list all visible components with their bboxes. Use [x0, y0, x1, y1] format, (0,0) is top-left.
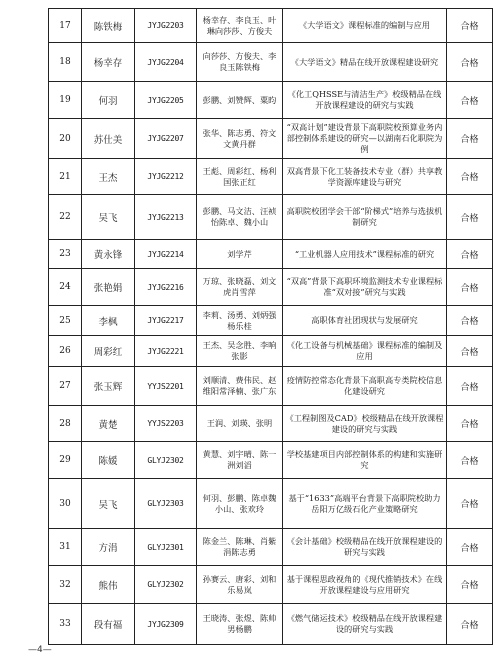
- result-status: 合格: [447, 195, 493, 240]
- project-code: GLYJ2303: [135, 479, 197, 529]
- team-members: 黄慧、刘宇晴、陈一洲刘滔: [197, 442, 283, 479]
- table-row: [49, 43, 493, 82]
- project-code: JYJG2221: [135, 336, 197, 367]
- project-title: 基于“1633”高端平台背景下高职院校助力岳阳万亿级石化产业策略研究: [283, 479, 447, 529]
- project-code: GLYJ2301: [135, 529, 197, 566]
- result-status: 合格: [447, 442, 493, 479]
- project-title: 《化工设备与机械基础》课程标准的编制及应用: [283, 336, 447, 367]
- result-status: 合格: [447, 479, 493, 529]
- row-number: 26: [49, 336, 82, 367]
- result-status: 合格: [447, 119, 493, 159]
- table-row: [49, 119, 493, 159]
- team-members: 王晓涛、张煜、陈帅男杨鹏: [197, 604, 283, 645]
- table-row: [49, 269, 493, 306]
- leader-name: 黄永锋: [82, 240, 135, 269]
- row-number: 20: [49, 119, 82, 159]
- result-status: 合格: [447, 240, 493, 269]
- team-members: 彭鹏、刘赞辉、粟昀: [197, 82, 283, 119]
- team-members: 王彪、周彩红、杨利国张正红: [197, 159, 283, 195]
- result-status: 合格: [447, 306, 493, 336]
- table-row: [49, 604, 493, 645]
- leader-name: 吴飞: [82, 195, 135, 240]
- team-members: 万琼、张晓磊、刘文虎肖雪萍: [197, 269, 283, 306]
- result-status: 合格: [447, 82, 493, 119]
- table-row: [49, 336, 493, 367]
- project-code: JYJG2214: [135, 240, 197, 269]
- result-status: 合格: [447, 566, 493, 604]
- table-row: [49, 82, 493, 119]
- leader-name: 方涓: [82, 529, 135, 566]
- table-row: [49, 566, 493, 604]
- leader-name: 吴飞: [82, 479, 135, 529]
- project-title: 基于课程思政视角的《现代推销技术》在线开放课程建设与应用研究: [283, 566, 447, 604]
- results-table: [48, 8, 493, 645]
- row-number: 24: [49, 269, 82, 306]
- result-status: 合格: [447, 336, 493, 367]
- row-number: 23: [49, 240, 82, 269]
- project-code: YYJS2203: [135, 406, 197, 442]
- project-title: “工业机器人应用技术”课程标准的研究: [283, 240, 447, 269]
- row-number: 17: [49, 9, 82, 43]
- project-title: 学校基建项目内部控制体系的构建和实施研究: [283, 442, 447, 479]
- row-number: 29: [49, 442, 82, 479]
- team-members: 刘顺清、费伟民、赵维阳常泽楠、张广东: [197, 367, 283, 406]
- result-status: 合格: [447, 159, 493, 195]
- leader-name: 苏仕美: [82, 119, 135, 159]
- result-status: 合格: [447, 269, 493, 306]
- row-number: 18: [49, 43, 82, 82]
- table-row: [49, 479, 493, 529]
- leader-name: 陈媛: [82, 442, 135, 479]
- leader-name: 段有福: [82, 604, 135, 645]
- table-row: [49, 306, 493, 336]
- leader-name: 周彩红: [82, 336, 135, 367]
- table-row: [49, 529, 493, 566]
- result-status: 合格: [447, 367, 493, 406]
- project-title: 双高背景下化工装备技术专业（群）共享教学资源库建设与研究: [283, 159, 447, 195]
- table-row: [49, 442, 493, 479]
- row-number: 25: [49, 306, 82, 336]
- page-number: —4—: [28, 645, 52, 655]
- result-status: 合格: [447, 406, 493, 442]
- result-status: 合格: [447, 9, 493, 43]
- table-row: [49, 367, 493, 406]
- team-members: 向莎莎、方俊夫、李良玉陈铁梅: [197, 43, 283, 82]
- project-code: JYJG2216: [135, 269, 197, 306]
- project-code: JYJG2309: [135, 604, 197, 645]
- project-code: JYJG2213: [135, 195, 197, 240]
- leader-name: 张玉辉: [82, 367, 135, 406]
- project-title: “双高”背景下高职环境监测技术专业课程标准“双对接”研究与实践: [283, 269, 447, 306]
- leader-name: 何羽: [82, 82, 135, 119]
- project-title: 《化工QHSSE与清洁生产》校级精品在线开放课程建设的研究与实践: [283, 82, 447, 119]
- project-code: GLYJ2302: [135, 442, 197, 479]
- team-members: 张华、陈志勇、符文文黄丹群: [197, 119, 283, 159]
- project-code: YYJS2201: [135, 367, 197, 406]
- project-code: JYJG2217: [135, 306, 197, 336]
- project-title: 《燃气储运技术》校级精品在线开放课程建设的研究与实践: [283, 604, 447, 645]
- team-members: 杨幸存、李良玉、叶琳向莎莎、方俊夫: [197, 9, 283, 43]
- project-code: JYJG2203: [135, 9, 197, 43]
- project-title: 高职体育社团现状与发展研究: [283, 306, 447, 336]
- leader-name: 杨幸存: [82, 43, 135, 82]
- team-members: 王润、刘瑛、张明: [197, 406, 283, 442]
- row-number: 30: [49, 479, 82, 529]
- project-title: “双高计划”建设背景下高职院校预算业务内部控制体系建设的研究—以湖南石化职院为例: [283, 119, 447, 159]
- leader-name: 王杰: [82, 159, 135, 195]
- team-members: 李莉、汤勇、刘炳强杨乐桂: [197, 306, 283, 336]
- result-status: 合格: [447, 604, 493, 645]
- project-code: GLYJ2302: [135, 566, 197, 604]
- project-title: 《会计基础》校级精品在线开放课程建设的研究与实践: [283, 529, 447, 566]
- leader-name: 张艳娟: [82, 269, 135, 306]
- row-number: 22: [49, 195, 82, 240]
- result-status: 合格: [447, 43, 493, 82]
- team-members: 刘学芹: [197, 240, 283, 269]
- project-code: JYJG2207: [135, 119, 197, 159]
- project-code: JYJG2205: [135, 82, 197, 119]
- result-status: 合格: [447, 529, 493, 566]
- row-number: 31: [49, 529, 82, 566]
- project-title: 《工程制图及CAD》校级精品在线开放课程建设的研究与实践: [283, 406, 447, 442]
- project-code: JYJG2212: [135, 159, 197, 195]
- project-title: 疫情防控常态化背景下高职高专类院校信息化建设研究: [283, 367, 447, 406]
- table-row: [49, 240, 493, 269]
- row-number: 19: [49, 82, 82, 119]
- table-row: [49, 195, 493, 240]
- leader-name: 黄楚: [82, 406, 135, 442]
- row-number: 32: [49, 566, 82, 604]
- project-title: 《大学语文》精品在线开放课程建设研究: [283, 43, 447, 82]
- team-members: 孙赛云、唐彩、刘和乐易岚: [197, 566, 283, 604]
- leader-name: 熊伟: [82, 566, 135, 604]
- row-number: 27: [49, 367, 82, 406]
- team-members: 陈金兰、陈琳、肖紫涓陈志勇: [197, 529, 283, 566]
- row-number: 33: [49, 604, 82, 645]
- team-members: 何羽、彭鹏、陈卓魏小山、张欢玲: [197, 479, 283, 529]
- row-number: 21: [49, 159, 82, 195]
- team-members: 彭鹏、马文洁、汪祯怡陈卓、魏小山: [197, 195, 283, 240]
- leader-name: 陈铁梅: [82, 9, 135, 43]
- leader-name: 李枫: [82, 306, 135, 336]
- row-number: 28: [49, 406, 82, 442]
- team-members: 王杰、吴念胜、李响张影: [197, 336, 283, 367]
- table-row: [49, 406, 493, 442]
- table-row: [49, 159, 493, 195]
- project-code: JYJG2204: [135, 43, 197, 82]
- project-title: 高职院校团学会干部“阶梯式”培养与选拔机制研究: [283, 195, 447, 240]
- project-title: 《大学语文》课程标准的编制与应用: [283, 9, 447, 43]
- table-row: [49, 9, 493, 43]
